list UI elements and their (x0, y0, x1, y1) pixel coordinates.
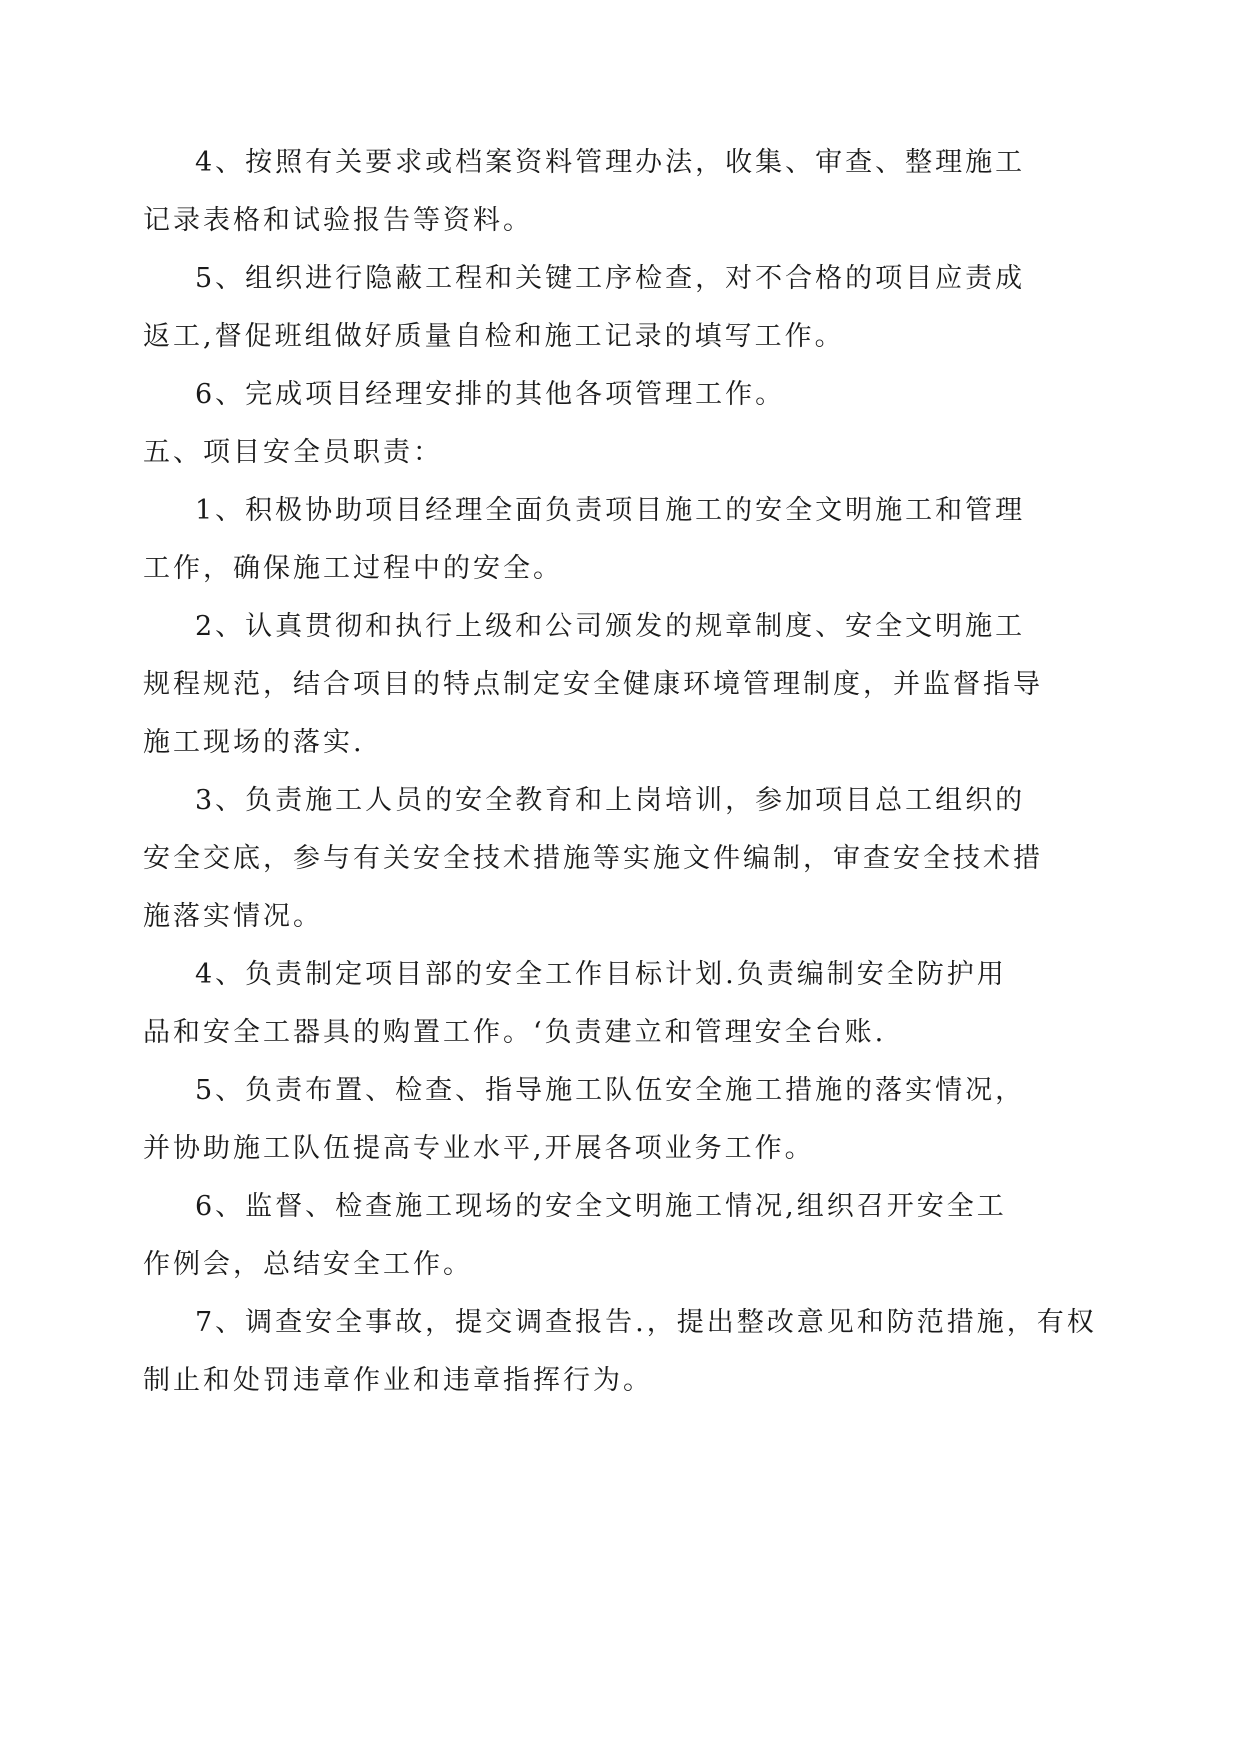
safety-item-3-line-2: 安全交底，参与有关安全技术措施等实施文件编制，审查安全技术措 (143, 843, 1043, 874)
safety-item-3-line-1: 3、负责施工人员的安全教育和上岗培训，参加项目总工组织的 (195, 785, 1026, 816)
safety-item-3-line-3: 施落实情况。 (143, 901, 323, 932)
safety-item-2-line-2: 规程规范，结合项目的特点制定安全健康环境管理制度，并监督指导 (143, 669, 1043, 700)
paragraph-6-line-1: 6、完成项目经理安排的其他各项管理工作。 (195, 379, 786, 410)
safety-item-7-line-1: 7、调查安全事故，提交调查报告.，提出整改意见和防范措施，有权 (195, 1307, 1097, 1338)
safety-item-5-line-2: 并协助施工队伍提高专业水平,开展各项业务工作。 (143, 1133, 815, 1164)
paragraph-4-line-1: 4、按照有关要求或档案资料管理办法，收集、审查、整理施工 (195, 147, 1026, 178)
paragraph-5-line-1: 5、组织进行隐蔽工程和关键工序检查，对不合格的项目应责成 (195, 263, 1026, 294)
safety-item-1-line-2: 工作，确保施工过程中的安全。 (143, 553, 563, 584)
paragraph-4-line-2: 记录表格和试验报告等资料。 (143, 205, 533, 236)
safety-item-4-line-1: 4、负责制定项目部的安全工作目标计划.负责编制安全防护用 (195, 959, 1007, 990)
safety-item-4-line-2: 品和安全工器具的购置工作。‘负责建立和管理安全台账. (143, 1017, 887, 1048)
safety-item-1-line-1: 1、积极协助项目经理全面负责项目施工的安全文明施工和管理 (195, 495, 1026, 526)
section-heading-safety-officer: 五、项目安全员职责： (143, 437, 443, 468)
safety-item-2-line-3: 施工现场的落实. (143, 727, 365, 758)
safety-item-7-line-2: 制止和处罚违章作业和违章指挥行为。 (143, 1365, 653, 1396)
paragraph-5-line-2: 返工,督促班组做好质量自检和施工记录的填写工作。 (143, 321, 845, 352)
safety-item-5-line-1: 5、负责布置、检查、指导施工队伍安全施工措施的落实情况， (195, 1075, 1026, 1106)
safety-item-6-line-1: 6、监督、检查施工现场的安全文明施工情况,组织召开安全工 (195, 1191, 1007, 1222)
safety-item-2-line-1: 2、认真贯彻和执行上级和公司颁发的规章制度、安全文明施工 (195, 611, 1026, 642)
safety-item-6-line-2: 作例会，总结安全工作。 (143, 1249, 473, 1280)
